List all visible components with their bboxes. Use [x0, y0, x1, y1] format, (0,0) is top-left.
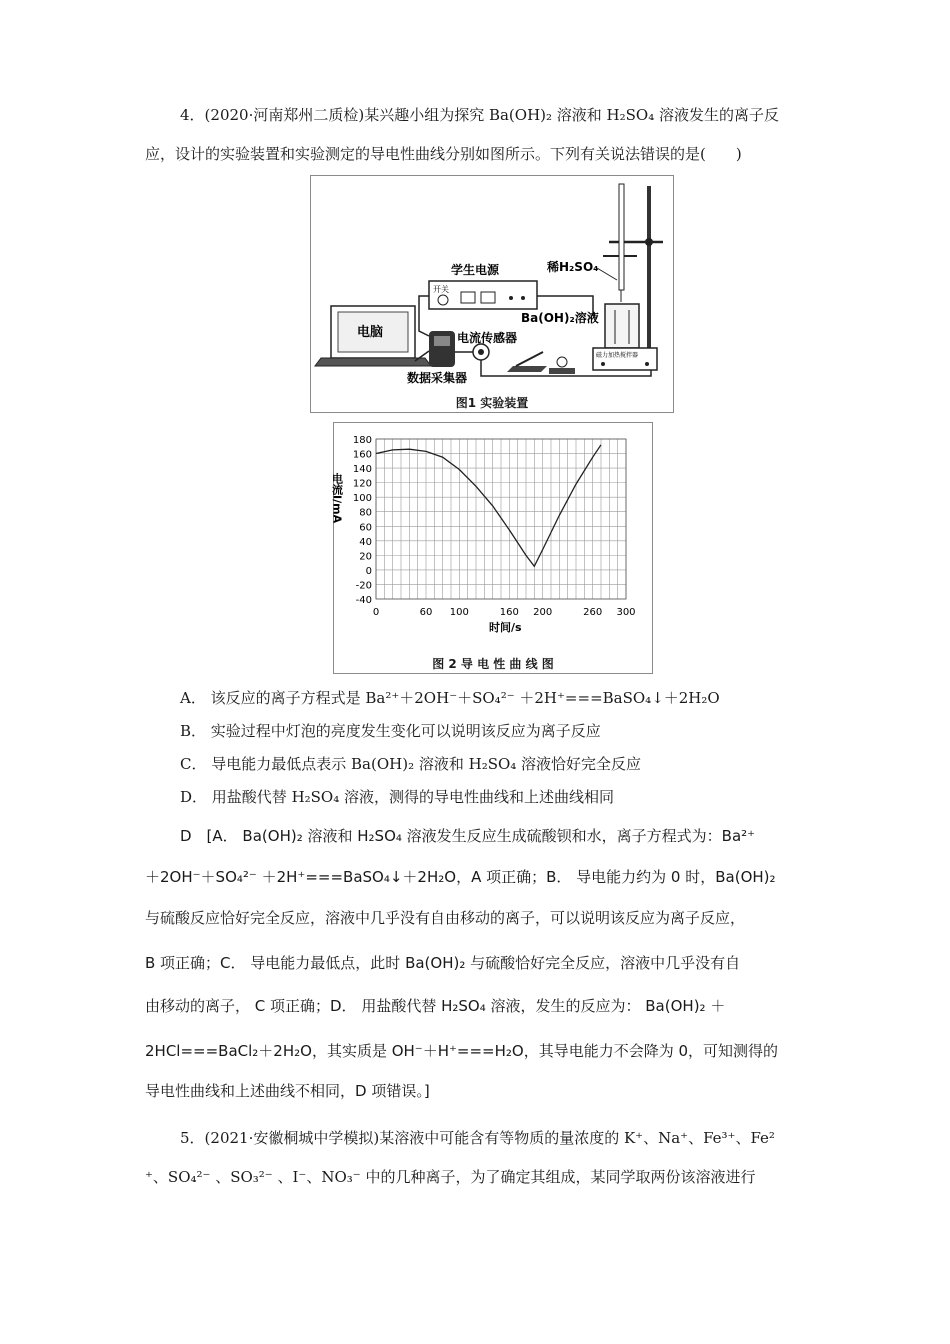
y-tick-label: 20 — [359, 551, 372, 563]
y-axis-label: 电流I/mA — [330, 473, 344, 524]
y-tick-label: 160 — [352, 449, 372, 461]
acid-label: 稀H₂SO₄ — [547, 260, 599, 274]
y-tick-label: -40 — [355, 595, 372, 606]
figure-2-caption: 图 2 导 电 性 曲 线 图 — [432, 657, 554, 671]
option-c: C． 导电能力最低点表示 Ba(OH)₂ 溶液和 H₂SO₄ 溶液恰好完全反应 — [180, 755, 642, 773]
y-tick-label: 180 — [352, 435, 372, 446]
q5-line-2: ⁺、SO₄²⁻ 、SO₃²⁻ 、I⁻、NO₃⁻ 中的几种离子，为了确定其组成，某同学取两份该溶液进行 — [145, 1168, 756, 1186]
answer-line-1: D [A． Ba(OH)₂ 溶液和 H₂SO₄ 溶液发生反应生成硫酸钡和水，离子方程式为：Ba²⁺ — [180, 827, 756, 845]
stirrer-label: 磁力加热搅拌器 — [596, 352, 639, 359]
y-tick-label: 80 — [359, 507, 372, 519]
q4-line-2: 应，设计的实验装置和实验测定的导电性曲线分别如图所示。下列有关说法错误的是( ) — [145, 145, 742, 163]
conductivity-curve — [376, 445, 601, 567]
answer-line-5: 由移动的离子， C 项正确；D． 用盐酸代替 H₂SO₄ 溶液，发生的反应为： Ba(OH)₂ ＋ — [145, 997, 726, 1015]
answer-line-2: ＋2OH⁻＋SO₄²⁻ ＋2H⁺===BaSO₄↓＋2H₂O，A 项正确；B． 导电能力约为 0 时，Ba(OH)₂ — [145, 868, 776, 886]
y-tick-label: 120 — [352, 478, 372, 490]
figure-2-chart — [330, 422, 653, 674]
y-tick-label: 140 — [352, 464, 372, 476]
answer-line-4: B 项正确；C． 导电能力最低点，此时 Ba(OH)₂ 与硫酸恰好完全反应，溶液中几乎没有自 — [145, 954, 741, 972]
y-tick-label: -20 — [355, 580, 372, 592]
x-tick-label: 0 — [372, 607, 380, 618]
x-axis-label: 时间/s — [489, 621, 522, 634]
figure-1-apparatus — [310, 175, 674, 413]
y-tick-label: 100 — [352, 493, 372, 505]
x-tick-label: 260 — [583, 607, 603, 618]
conductivity-chart — [330, 423, 652, 649]
apparatus-drawing — [311, 176, 673, 412]
answer-line-7: 导电性曲线和上述曲线不相同，D 项错误。] — [145, 1082, 430, 1100]
y-tick-label: 40 — [359, 536, 372, 548]
q5-line-1: 5．(2021·安徽桐城中学模拟)某溶液中可能含有等物质的量浓度的 K⁺、Na⁺、Fe³⁺、Fe² — [180, 1129, 775, 1147]
q4-line-1: 4．(2020·河南郑州二质检)某兴趣小组为探究 Ba(OH)₂ 溶液和 H₂SO₄ 溶液发生的离子反 — [180, 106, 780, 124]
option-d: D． 用盐酸代替 H₂SO₄ 溶液，测得的导电性曲线和上述曲线相同 — [180, 788, 615, 806]
answer-line-3: 与硫酸反应恰好完全反应，溶液中几乎没有自由移动的离子，可以说明该反应为离子反应， — [145, 909, 746, 927]
base-label: Ba(OH)₂溶液 — [521, 311, 599, 325]
x-tick-label: 300 — [616, 607, 636, 618]
y-tick-label: 0 — [365, 565, 372, 577]
switch-label: 开关 — [433, 285, 449, 294]
answer-line-6: 2HCl===BaCl₂＋2H₂O，其实质是 OH⁻＋H⁺===H₂O，其导电能力不会降为 0，可知测得的 — [145, 1042, 779, 1060]
option-b: B． 实验过程中灯泡的亮度发生变化可以说明该反应为离子反应 — [180, 722, 601, 740]
figure-1-caption: 图1 实验装置 — [455, 396, 529, 410]
sensor-label: 电流传感器 — [457, 331, 518, 345]
x-tick-label: 60 — [419, 607, 433, 618]
collector-label: 数据采集器 — [407, 371, 468, 385]
x-tick-label: 100 — [449, 607, 469, 618]
x-tick-label: 200 — [533, 607, 553, 618]
computer-label: 电脑 — [357, 325, 384, 340]
option-a: A． 该反应的离子方程式是 Ba²⁺＋2OH⁻＋SO₄²⁻ ＋2H⁺===BaSO₄↓＋2H₂O — [180, 689, 720, 707]
power-label: 学生电源 — [451, 263, 500, 277]
y-tick-label: 60 — [359, 522, 372, 534]
x-tick-label: 160 — [499, 607, 519, 618]
